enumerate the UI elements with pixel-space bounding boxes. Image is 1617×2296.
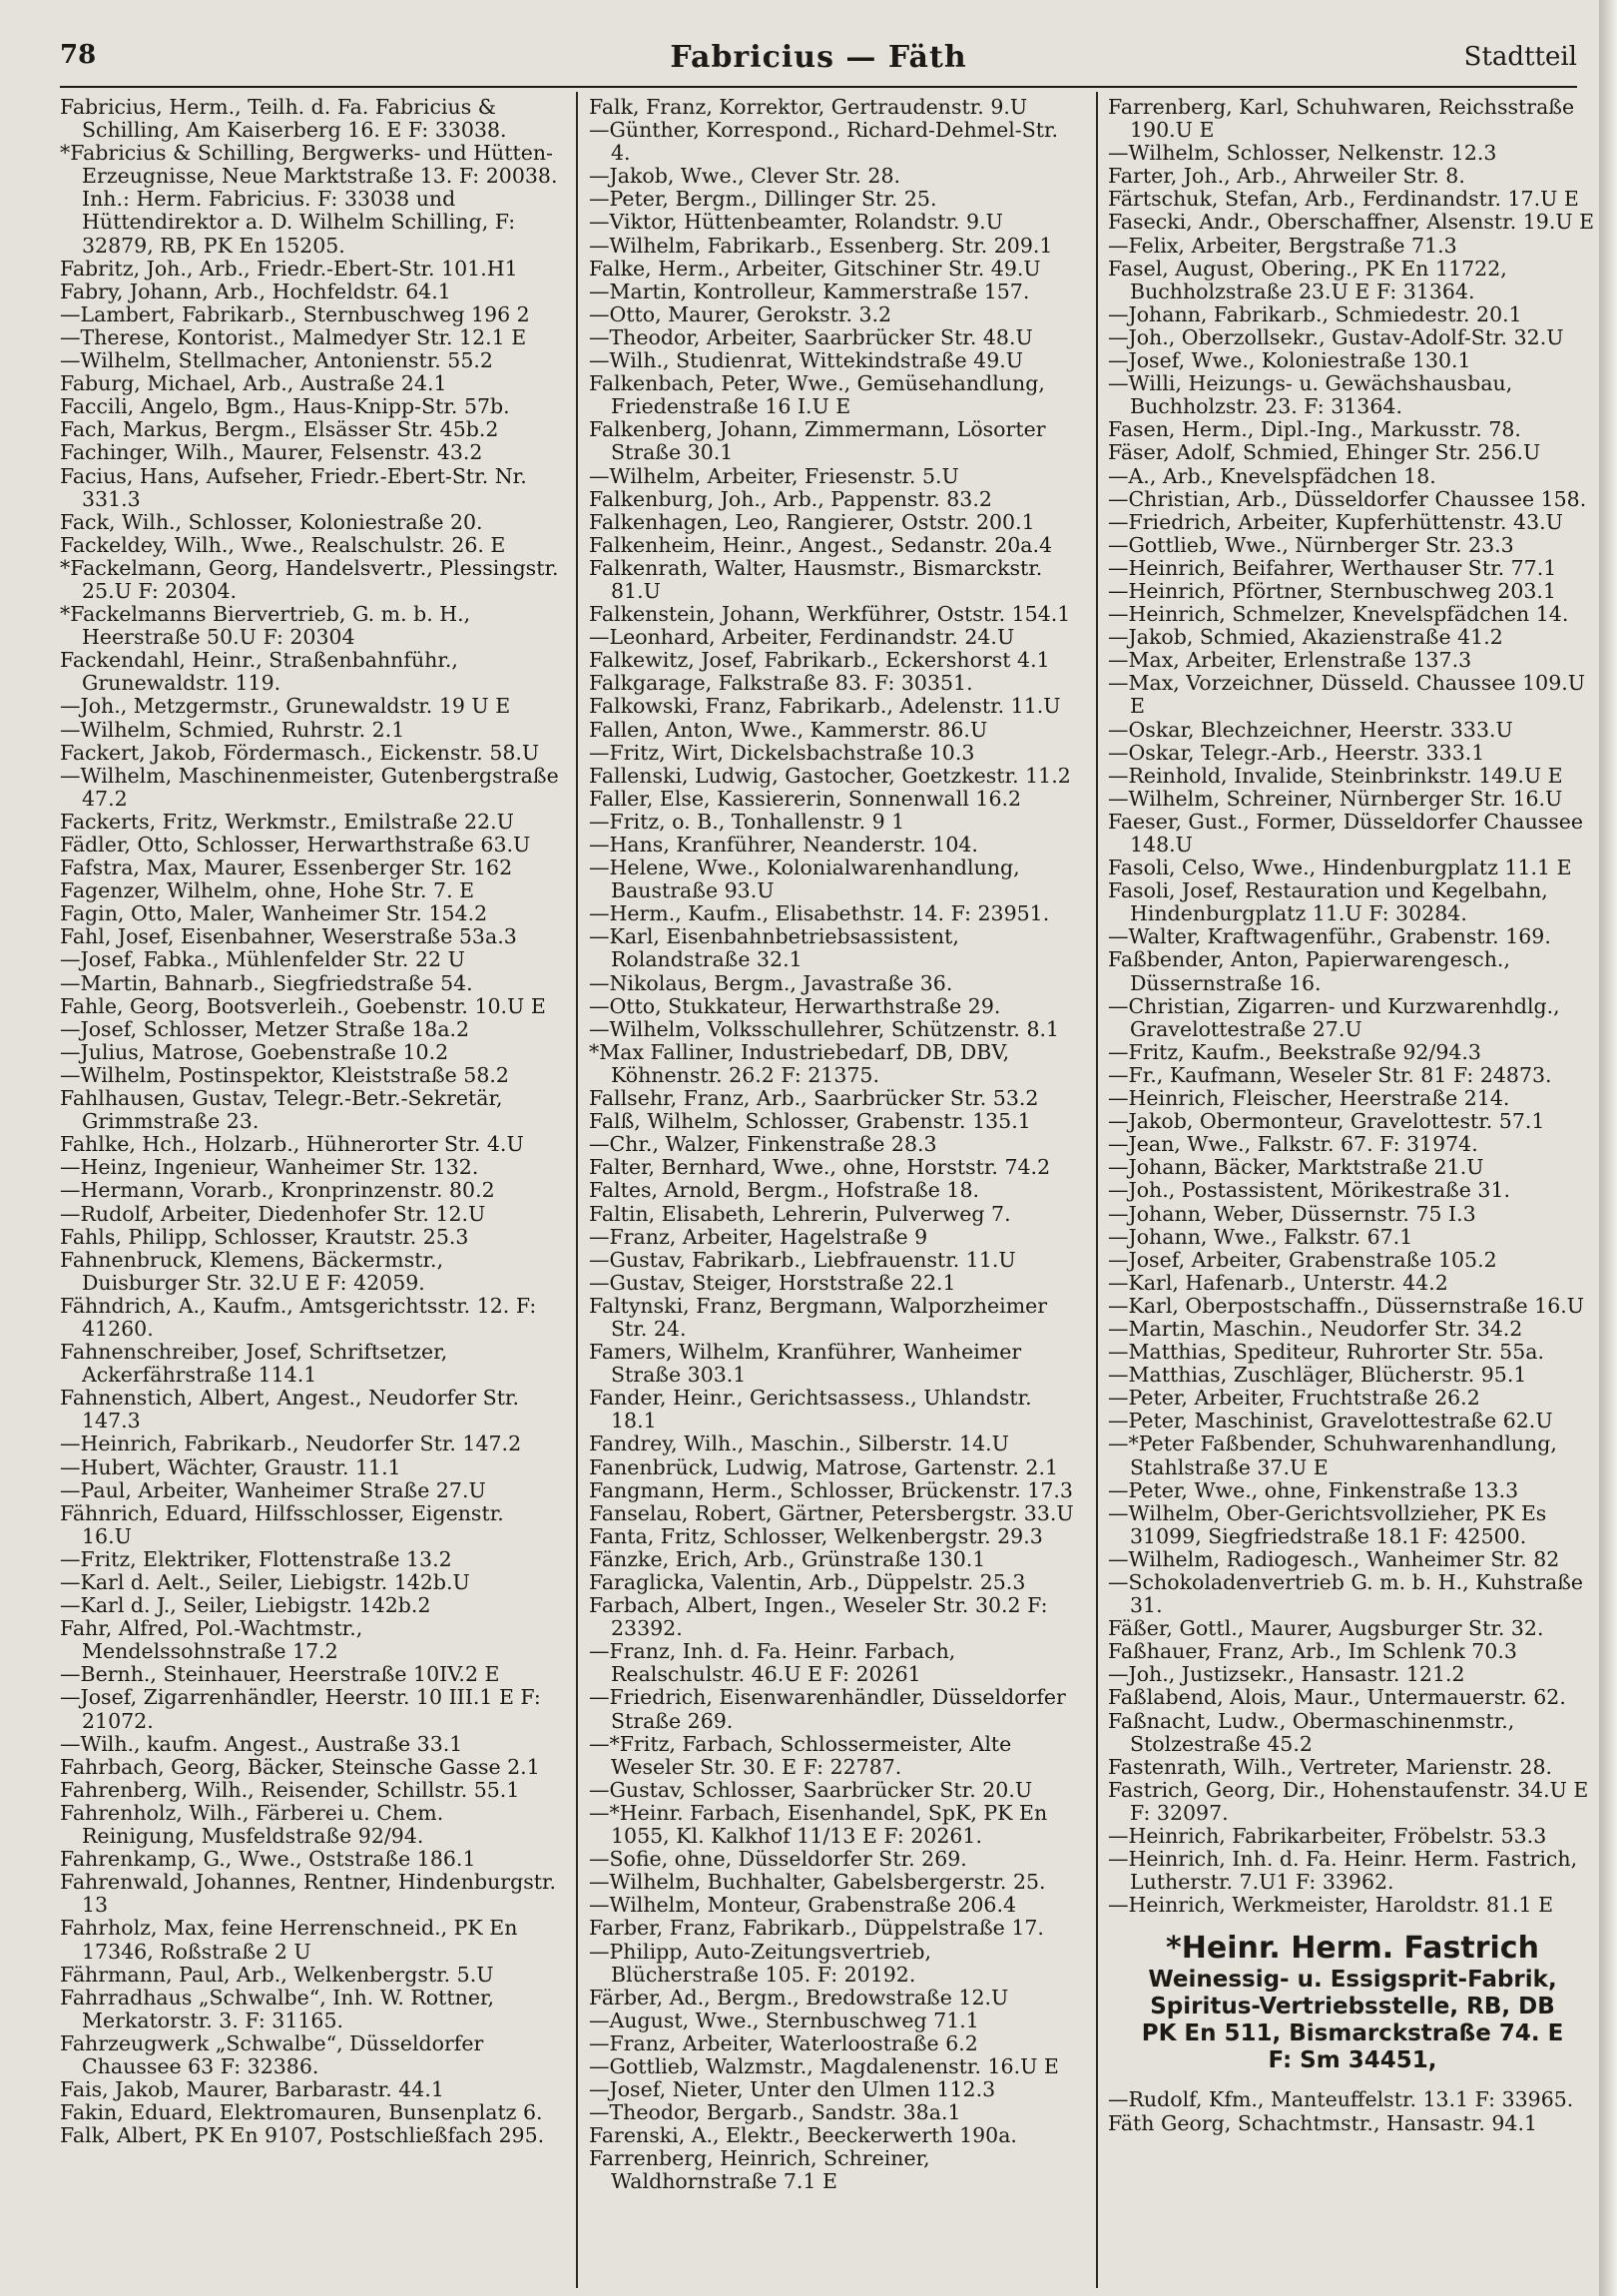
directory-entry: —Chr., Walzer, Finkenstraße 28.3	[589, 1132, 937, 1157]
directory-entry: Faltes, Arnold, Bergm., Hofstraße 18.	[589, 1178, 980, 1203]
directory-entry: —Wilhelm, Radiogesch., Wanheimer Str. 82	[1108, 1546, 1560, 1571]
directory-entry: Faßbender, Anton, Papierwarengesch., Düssernstraße 16.	[1108, 947, 1510, 995]
advert-line: Spiritus-Vertriebsstelle, RB, DB	[1150, 1994, 1555, 2020]
directory-entry: Fakin, Eduard, Elektromauren, Bunsenplatz 6.	[60, 2100, 543, 2125]
directory-entry: —August, Wwe., Sternbuschweg 71.1	[589, 2008, 979, 2032]
directory-entry: Fäßer, Gottl., Maurer, Augsburger Str. 32.	[1108, 1616, 1544, 1641]
directory-entry: Faburg, Michael, Arb., Austraße 24.1	[60, 371, 447, 396]
directory-entry: Fais, Jakob, Maurer, Barbarastr. 44.1	[60, 2077, 444, 2102]
directory-entry: —Franz, Inh. d. Fa. Heinr. Farbach, Realschulstr. 46.U E F: 20261	[589, 1639, 956, 1687]
directory-entry: Fäser, Adolf, Schmied, Ehinger Str. 256.U	[1108, 440, 1541, 465]
directory-entry: —Johann, Fabrikarb., Schmiedestr. 20.1	[1108, 301, 1522, 326]
directory-entry: —Christian, Arb., Düsseldorfer Chaussee 158.	[1108, 486, 1587, 511]
directory-entry: Fafstra, Max, Maurer, Essenberger Str. 162	[60, 856, 513, 880]
directory-entry: *Fackelmanns Biervertrieb, G. m. b. H., Heerstraße 50.U F: 20304	[60, 602, 471, 650]
directory-entry: —Christian, Zigarren- und Kurzwarenhdlg., Gravelottestraße 27.U	[1108, 993, 1560, 1041]
page-number: 78	[60, 40, 97, 70]
directory-entry: Falke, Herm., Arbeiter, Gitschiner Str. 49.U	[589, 256, 1041, 281]
directory-entry: —Fritz, o. B., Tonhallenstr. 9 1	[589, 809, 905, 834]
directory-entry: —Gustav, Steiger, Horststraße 22.1	[589, 1270, 956, 1295]
directory-entry: —Peter, Maschinist, Gravelottestraße 62.U	[1108, 1409, 1553, 1434]
directory-entry: —Jakob, Obermonteur, Gravelottestr. 57.1	[1108, 1109, 1545, 1134]
directory-entry: —Wilhelm, Monteur, Grabenstraße 206.4	[589, 1893, 1017, 1918]
directory-entry: Faller, Else, Kassiererin, Sonnenwall 16.2	[589, 786, 1022, 811]
directory-entry: *Fackelmann, Georg, Handelsvertr., Plessingstr. 25.U F: 20304.	[60, 555, 559, 603]
directory-entry: —Martin, Kontrolleur, Kammerstraße 157.	[589, 279, 1030, 303]
directory-entry: Falß, Wilhelm, Schlosser, Grabenstr. 135.1	[589, 1109, 1031, 1134]
directory-entry: —Oskar, Telegr.-Arb., Heerstr. 333.1	[1108, 740, 1485, 765]
directory-entry: —Josef, Arbeiter, Grabenstraße 105.2	[1108, 1247, 1497, 1272]
directory-entry: —Johann, Bäcker, Marktstraße 21.U	[1108, 1155, 1484, 1180]
directory-entry: —Therese, Kontorist., Malmedyer Str. 12.1 E	[60, 324, 527, 349]
directory-entry: —Schokoladenvertrieb G. m. b. H., Kuhstraße 31.	[1108, 1570, 1584, 1618]
directory-entry: —Joh., Oberzollsekr., Gustav-Adolf-Str. 32.U	[1108, 324, 1564, 349]
running-title: Fabricius — Fäth	[670, 40, 967, 75]
directory-entry: Fahrenberg, Wilh., Reisender, Schillstr. 55.1	[60, 1777, 520, 1802]
directory-entry: —Franz, Arbeiter, Hagelstraße 9	[589, 1224, 928, 1249]
directory-entry: —Viktor, Hüttenbeamter, Rolandstr. 9.U	[589, 210, 1003, 235]
directory-entry: Faeser, Gust., Former, Düsseldorfer Chaussee 148.U	[1108, 809, 1583, 857]
directory-entry: —*Heinr. Farbach, Eisenhandel, SpK, PK En 1055, Kl. Kalkhof 11/13 E F: 20261.	[589, 1800, 1048, 1849]
directory-entry: —Wilhelm, Schreiner, Nürnberger Str. 16.U	[1108, 786, 1563, 811]
directory-entry: —Wilhelm, Buchhalter, Gabelsbergerstr. 25.	[589, 1870, 1046, 1895]
directory-entry: Facius, Hans, Aufseher, Friedr.-Ebert-Str. Nr. 331.3	[60, 463, 527, 511]
column-2	[589, 96, 1078, 2287]
directory-entry: —Fritz, Wirt, Dickelsbachstraße 10.3	[589, 740, 975, 765]
directory-entry: Falkowski, Franz, Fabrikarb., Adelenstr. 11.U	[589, 694, 1061, 719]
directory-entry: —Johann, Weber, Düssernstr. 75 I.3	[1108, 1201, 1476, 1226]
directory-entry: —Friedrich, Arbeiter, Kupferhüttenstr. 43.U	[1108, 509, 1563, 534]
directory-entry: Fagenzer, Wilhelm, ohne, Hohe Str. 7. E	[60, 878, 475, 903]
directory-entry: —Martin, Maschin., Neudorfer Str. 34.2	[1108, 1316, 1523, 1341]
directory-entry: —Josef, Wwe., Koloniestraße 130.1	[1108, 348, 1471, 373]
directory-entry: —Karl d. Aelt., Seiler, Liebigstr. 142b.U	[60, 1570, 470, 1594]
directory-entry: —Heinrich, Werkmeister, Haroldstr. 81.1 E	[1108, 1893, 1554, 1918]
directory-entry: Faßnacht, Ludw., Obermaschinenmstr., Stolzestraße 45.2	[1108, 1708, 1515, 1756]
directory-entry: —Joh., Justizsekr., Hansastr. 121.2	[1108, 1662, 1465, 1687]
directory-entry: Falkenrath, Walter, Hausmstr., Bismarckstr. 81.U	[589, 555, 1043, 603]
directory-entry: —Matthias, Spediteur, Ruhrorter Str. 55a.	[1108, 1340, 1545, 1365]
directory-entry: —Heinrich, Schmelzer, Knevelspfädchen 14.	[1108, 602, 1569, 627]
directory-entry: —Peter, Arbeiter, Fruchtstraße 26.2	[1108, 1386, 1480, 1411]
directory-entry: Fahrenwald, Johannes, Rentner, Hindenburgstr. 13	[60, 1870, 557, 1918]
directory-entry: Fahl, Josef, Eisenbahner, Weserstraße 53a.3	[60, 924, 517, 949]
directory-entry: Faraglicka, Valentin, Arb., Düppelstr. 25.3	[589, 1570, 1026, 1594]
column-3-tail-entries	[1108, 2088, 1597, 2134]
directory-entry: Fähndrich, A., Kaufm., Amtsgerichtsstr. 12. F: 41260.	[60, 1293, 537, 1341]
directory-entry: Falkgarage, Falkstraße 83. F: 30351.	[589, 671, 973, 696]
directory-entry: —Karl, Oberpostschaffn., Düssernstraße 16.U	[1108, 1293, 1585, 1318]
directory-entry: —Martin, Bahnarb., Siegfriedstraße 54.	[60, 970, 473, 995]
advert-title: *Heinr. Herm. Fastrich	[1166, 1931, 1539, 1967]
directory-entry: —Walter, Kraftwagenführ., Grabenstr. 169.	[1108, 924, 1551, 949]
directory-entry: Fallsehr, Franz, Arb., Saarbrücker Str. 53.2	[589, 1086, 1039, 1111]
directory-entry: —Friedrich, Eisenwarenhändler, Düsseldorfer Straße 269.	[589, 1685, 1066, 1733]
directory-entry: Fäth Georg, Schachtmstr., Hansastr. 94.1	[1108, 2110, 1538, 2135]
column-3	[1108, 96, 1597, 2287]
directory-entry: Farbach, Albert, Ingen., Weseler Str. 30.2 F: 23392.	[589, 1593, 1048, 1641]
directory-entry: —Otto, Maurer, Gerokstr. 3.2	[589, 301, 892, 326]
directory-entry: Fangmann, Herm., Schlosser, Brückenstr. 17.3	[589, 1477, 1073, 1502]
directory-entry: Fahnenschreiber, Josef, Schriftsetzer, Ackerfährstraße 114.1	[60, 1340, 448, 1388]
directory-entry: Fallenski, Ludwig, Gastocher, Goetzkestr. 11.2	[589, 763, 1071, 788]
directory-entry: —Philipp, Auto-Zeitungsvertrieb, Blücherstraße 105. F: 20192.	[589, 1939, 932, 1987]
directory-entry: —Rudolf, Kfm., Manteuffelstr. 13.1 F: 33965.	[1108, 2087, 1574, 2112]
directory-entry: —Leonhard, Arbeiter, Ferdinandstr. 24.U	[589, 625, 1015, 650]
directory-entry: —Paul, Arbeiter, Wanheimer Straße 27.U	[60, 1477, 486, 1502]
directory-entry: Fahrzeugwerk „Schwalbe“, Düsseldorfer Chaussee 63 F: 32386.	[60, 2030, 484, 2078]
directory-entry: Fackerts, Fritz, Werkmstr., Emilstraße 22.U	[60, 809, 514, 834]
directory-entry: Faltin, Elisabeth, Lehrerin, Pulverweg 7.	[589, 1201, 1011, 1226]
directory-entry: Falkenburg, Joh., Arb., Pappenstr. 83.2	[589, 486, 992, 511]
directory-entry: —Gustav, Fabrikarb., Liebfrauenstr. 11.U	[589, 1247, 1016, 1272]
directory-entry: Fahnenstich, Albert, Angest., Neudorfer Str. 147.3	[60, 1386, 519, 1434]
directory-entry: —Hubert, Wächter, Graustr. 11.1	[60, 1454, 401, 1479]
directory-entry: Fädler, Otto, Schlosser, Herwarthstraße 63.U	[60, 833, 531, 857]
directory-entry: —Theodor, Arbeiter, Saarbrücker Str. 48.U	[589, 324, 1033, 349]
directory-entry: —Heinrich, Inh. d. Fa. Heinr. Herm. Fastrich, Lutherstr. 7.U1 F: 33962.	[1108, 1847, 1578, 1895]
directory-entry: —Joh., Postassistent, Mörikestraße 31.	[1108, 1178, 1511, 1203]
directory-entry: —Peter, Bergm., Dillinger Str. 25.	[589, 187, 937, 212]
column-1	[60, 96, 559, 2287]
directory-entry: Fabricius, Herm., Teilh. d. Fa. Fabricius & Schilling, Am Kaiserberg 16. E F: 33038.	[60, 96, 507, 143]
directory-entry: Falkenberg, Johann, Zimmermann, Lösorter Straße 30.1	[589, 417, 1046, 465]
section-label: Stadtteil	[1463, 42, 1577, 72]
directory-entry: Fanselau, Robert, Gärtner, Petersbergstr. 33.U	[589, 1500, 1074, 1525]
directory-entry: —Hans, Kranführer, Neanderstr. 104.	[589, 833, 978, 857]
directory-entry: —Heinrich, Fabrikarb., Neudorfer Str. 147.2	[60, 1432, 522, 1456]
directory-entry: —Wilhelm, Postinspektor, Kleiststraße 58.2	[60, 1062, 509, 1087]
directory-entry: *Max Falliner, Industriebedarf, DB, DBV, Köhnenstr. 26.2 F: 21375.	[589, 1039, 1010, 1087]
directory-entry: Fahrenkamp, G., Wwe., Oststraße 186.1	[60, 1847, 476, 1872]
directory-entry: —Heinz, Ingenieur, Wanheimer Str. 132.	[60, 1155, 479, 1180]
directory-entry: —Joh., Metzgermstr., Grunewaldstr. 19 U E	[60, 694, 511, 719]
directory-entry: Fasoli, Josef, Restauration und Kegelbahn, Hindenburgplatz 11.U F: 30284.	[1108, 878, 1548, 926]
directory-entry: —Wilhelm, Schmied, Ruhrstr. 2.1	[60, 717, 405, 742]
directory-entry: —Fr., Kaufmann, Weseler Str. 81 F: 24873.	[1108, 1062, 1552, 1087]
directory-entry: —Heinrich, Fabrikarbeiter, Fröbelstr. 53.3	[1108, 1824, 1547, 1849]
directory-entry: Fänzke, Erich, Arb., Grünstraße 130.1	[589, 1546, 986, 1571]
directory-entry: —Wilhelm, Stellmacher, Antonienstr. 55.2	[60, 348, 493, 373]
page-header	[60, 34, 1577, 88]
directory-entry: *Fabricius & Schilling, Bergwerks- und Hütten-Erzeugnisse, Neue Marktstraße 13. F: 20038. Inh.: Herm. Fabricius. F: 33038 und Hüttendirektor a. D. Wilhelm Schilling, F: 32879, RB, PK En 15205.	[60, 141, 558, 258]
directory-entry: —Gottlieb, Walzmstr., Magdalenenstr. 16.U E	[589, 2053, 1059, 2078]
directory-entry: —Josef, Fabka., Mühlenfelder Str. 22 U	[60, 947, 465, 972]
advert-line: PK En 511, Bismarckstraße 74. E	[1141, 2020, 1564, 2047]
directory-entry: —Peter, Wwe., ohne, Finkenstraße 13.3	[1108, 1477, 1519, 1502]
directory-entry: —Felix, Arbeiter, Bergstraße 71.3	[1108, 233, 1457, 258]
directory-entry: —Jean, Wwe., Falkstr. 67. F: 31974.	[1108, 1132, 1478, 1157]
directory-entry: —Herm., Kaufm., Elisabethstr. 14. F: 23951.	[589, 901, 1050, 926]
directory-entry: —Hermann, Vorarb., Kronprinzenstr. 80.2	[60, 1178, 495, 1203]
directory-entry: Fackert, Jakob, Fördermasch., Eickenstr. 58.U	[60, 740, 540, 765]
directory-entry: Farenski, A., Elektr., Beeckerwerth 190a.	[589, 2123, 1017, 2148]
directory-entry: —Wilh., Studienrat, Wittekindstraße 49.U	[589, 348, 1024, 373]
directory-entry: Fasen, Herm., Dipl.-Ing., Markusstr. 78.	[1108, 417, 1521, 442]
directory-entry: Faltynski, Franz, Bergmann, Walporzheimer Str. 24.	[589, 1293, 1048, 1341]
directory-entry: Fabritz, Joh., Arb., Friedr.-Ebert-Str. 101.H1	[60, 256, 518, 281]
directory-entry: —Willi, Heizungs- u. Gewächshausbau, Buchholzstr. 23. F: 31364.	[1108, 371, 1513, 419]
directory-entry: —Wilhelm, Fabrikarb., Essenberg. Str. 209.1	[589, 233, 1053, 258]
directory-entry: Falkewitz, Josef, Fabrikarb., Eckershorst 4.1	[589, 648, 1050, 673]
directory-entry: —Matthias, Zuschläger, Blücherstr. 95.1	[1108, 1363, 1527, 1388]
directory-entry: —Max, Vorzeichner, Düsseld. Chaussee 109.U E	[1108, 671, 1586, 719]
directory-entry: Fahrradhaus „Schwalbe“, Inh. W. Rottner, Merkatorstr. 3. F: 31165.	[60, 1985, 495, 2032]
directory-entry: —Helene, Wwe., Kolonialwarenhandlung, Baustraße 93.U	[589, 856, 1020, 903]
directory-entry: Fagin, Otto, Maler, Wanheimer Str. 154.2	[60, 901, 488, 926]
advert-line: F: Sm 34451,	[1268, 2047, 1437, 2074]
directory-entry: —Otto, Stukkateur, Herwarthstraße 29.	[589, 993, 1001, 1018]
directory-entry: —Heinrich, Beifahrer, Werthauser Str. 77.1	[1108, 555, 1557, 580]
directory-entry: —Nikolaus, Bergm., Javastraße 36.	[589, 970, 953, 995]
directory-entry: Fahlke, Hch., Holzarb., Hühnerorter Str. 4.U	[60, 1132, 524, 1157]
directory-entry: Färber, Ad., Bergm., Bredowstraße 12.U	[589, 1985, 1009, 2009]
directory-entry: Fabry, Johann, Arb., Hochfeldstr. 64.1	[60, 279, 451, 303]
directory-entry: Falkenbach, Peter, Wwe., Gemüsehandlung, Friedenstraße 16 I.U E	[589, 371, 1045, 419]
directory-entry: —Josef, Zigarrenhändler, Heerstr. 10 III.1 E F: 21072.	[60, 1685, 541, 1733]
directory-entry: —Wilhelm, Schlosser, Nelkenstr. 12.3	[1108, 141, 1497, 166]
directory-entry: —Wilhelm, Volksschullehrer, Schützenstr. 8.1	[589, 1016, 1060, 1041]
directory-entry: —*Peter Faßbender, Schuhwarenhandlung, Stahlstraße 37.U E	[1108, 1432, 1557, 1479]
directory-entry: —Reinhold, Invalide, Steinbrinkstr. 149.U E	[1108, 763, 1563, 788]
directory-entry: —Wilhelm, Ober-Gerichtsvollzieher, PK Es 31099, Siegfriedstraße 18.1 F: 42500.	[1108, 1500, 1547, 1548]
directory-entry: Faccili, Angelo, Bgm., Haus-Knipp-Str. 57b.	[60, 394, 510, 419]
directory-entry: —Bernh., Steinhauer, Heerstraße 10IV.2 E	[60, 1662, 500, 1687]
directory-entry: Fanenbrück, Ludwig, Matrose, Gartenstr. 2.1	[589, 1454, 1059, 1479]
directory-entry: —Heinrich, Pförtner, Sternbuschweg 203.1	[1108, 578, 1556, 603]
directory-entry: —Sofie, ohne, Düsseldorfer Str. 269.	[589, 1847, 967, 1872]
directory-entry: Färtschuk, Stefan, Arb., Ferdinandstr. 17.U E	[1108, 187, 1579, 212]
directory-entry: —Karl d. J., Seiler, Liebigstr. 142b.2	[60, 1593, 431, 1618]
directory-entry: Falkenhagen, Leo, Rangierer, Oststr. 200.1	[589, 509, 1035, 534]
directory-entry: —Wilhelm, Maschinenmeister, Gutenbergstraße 47.2	[60, 763, 559, 811]
directory-entry: Falkenheim, Heinr., Angest., Sedanstr. 20a.4	[589, 532, 1053, 557]
directory-entry: Faßlabend, Alois, Maur., Untermauerstr. 62.	[1108, 1685, 1566, 1710]
directory-entry: —Jakob, Wwe., Clever Str. 28.	[589, 164, 901, 189]
directory-entry: —Wilh., kaufm. Angest., Austraße 33.1	[60, 1731, 463, 1756]
directory-entry: Falter, Bernhard, Wwe., ohne, Horststr. 74.2	[589, 1155, 1051, 1180]
advert-line: Weinessig- u. Essigsprit-Fabrik,	[1148, 1967, 1557, 1994]
directory-entry: Falk, Franz, Korrektor, Gertraudenstr. 9.U	[589, 96, 1028, 119]
directory-entry: Fahlhausen, Gustav, Telegr.-Betr.-Sekretär, Grimmstraße 23.	[60, 1086, 503, 1134]
directory-entry: Fasel, August, Obering., PK En 11722, Buchholzstraße 23.U E F: 31364.	[1108, 256, 1507, 303]
directory-entry: Famers, Wilhelm, Kranführer, Wanheimer Straße 303.1	[589, 1340, 1022, 1388]
directory-entry: Fachinger, Wilh., Maurer, Felsenstr. 43.2	[60, 440, 483, 465]
directory-entry: Fackendahl, Heinr., Straßenbahnführ., Grunewaldstr. 119.	[60, 648, 458, 696]
directory-entry: Fasecki, Andr., Oberschaffner, Alsenstr. 19.U E	[1108, 210, 1595, 235]
directory-entry: Fander, Heinr., Gerichtsassess., Uhlandstr. 18.1	[589, 1386, 1032, 1434]
directory-entry: Fastrich, Georg, Dir., Hohenstaufenstr. 34.U E F: 32097.	[1108, 1777, 1589, 1825]
directory-entry: Fallen, Anton, Wwe., Kammerstr. 86.U	[589, 717, 988, 742]
column-divider-1	[576, 92, 578, 2288]
directory-entry: —Jakob, Schmied, Akazienstraße 41.2	[1108, 625, 1503, 650]
directory-entry: Fasoli, Celso, Wwe., Hindenburgplatz 11.1 E	[1108, 856, 1572, 880]
directory-entry: —Franz, Arbeiter, Waterloostraße 6.2	[589, 2030, 978, 2055]
directory-entry: —Max, Arbeiter, Erlenstraße 137.3	[1108, 648, 1472, 673]
directory-entry: Fahrbach, Georg, Bäcker, Steinsche Gasse 2.1	[60, 1754, 540, 1779]
directory-entry: Fanta, Fritz, Schlosser, Welkenbergstr. 29.3	[589, 1523, 1043, 1548]
directory-entry: —Johann, Wwe., Falkstr. 67.1	[1108, 1224, 1413, 1249]
directory-entry: —*Fritz, Farbach, Schlossermeister, Alte Weseler Str. 30. E F: 22787.	[589, 1731, 1012, 1779]
directory-entry: —Heinrich, Fleischer, Heerstraße 214.	[1108, 1086, 1510, 1111]
directory-entry: —Günther, Korrespond., Richard-Dehmel-Str. 4.	[589, 118, 1059, 166]
directory-entry: Fastenrath, Wilh., Vertreter, Marienstr. 28.	[1108, 1754, 1553, 1779]
directory-entry: —Oskar, Blechzeichner, Heerstr. 333.U	[1108, 717, 1513, 742]
directory-entry: Fahrenholz, Wilh., Färberei u. Chem. Reinigung, Musfeldstraße 92/94.	[60, 1800, 444, 1849]
directory-entry: Fack, Wilh., Schlosser, Koloniestraße 20.	[60, 509, 483, 534]
directory-entry: Fahle, Georg, Bootsverleih., Goebenstr. 10.U E	[60, 993, 546, 1018]
directory-entry: —Gottlieb, Wwe., Nürnberger Str. 23.3	[1108, 532, 1514, 557]
directory-entry: Fährmann, Paul, Arb., Welkenbergstr. 5.U	[60, 1962, 494, 1987]
directory-entry: —Fritz, Elektriker, Flottenstraße 13.2	[60, 1546, 452, 1571]
directory-entry: Farrenberg, Karl, Schuhwaren, Reichsstraße 190.U E	[1108, 96, 1575, 143]
directory-entry: Falkenstein, Johann, Werkführer, Oststr. 154.1	[589, 602, 1071, 627]
fastrich-advertisement	[1108, 1931, 1597, 2074]
directory-entry: Fahls, Philipp, Schlosser, Krautstr. 25.3	[60, 1224, 469, 1249]
directory-entry: Fahnenbruck, Klemens, Bäckermstr., Duisburger Str. 32.U E F: 42059.	[60, 1247, 444, 1295]
directory-entry: —Karl, Hafenarb., Unterstr. 44.2	[1108, 1270, 1448, 1295]
directory-entry: Falk, Albert, PK En 9107, Postschließfach 295.	[60, 2123, 545, 2148]
directory-entry: —Theodor, Bergarb., Sandstr. 38a.1	[589, 2100, 961, 2125]
directory-entry: Farber, Franz, Fabrikarb., Düppelstraße 17.	[589, 1916, 1044, 1941]
page-edge	[1599, 0, 1617, 2296]
directory-entry: Fähnrich, Eduard, Hilfsschlosser, Eigenstr. 16.U	[60, 1500, 504, 1548]
directory-entry: Fackeldey, Wilh., Wwe., Realschulstr. 26. E	[60, 532, 506, 557]
directory-entry: Fahrholz, Max, feine Herrenschneid., PK En 17346, Roßstraße 2 U	[60, 1916, 518, 1964]
directory-entry: —Rudolf, Arbeiter, Diedenhofer Str. 12.U	[60, 1201, 486, 1226]
directory-entry: —Fritz, Kaufm., Beekstraße 92/94.3	[1108, 1039, 1481, 1064]
directory-entry: Farrenberg, Heinrich, Schreiner, Waldhornstraße 7.1 E	[589, 2146, 930, 2194]
directory-entry: —Josef, Schlosser, Metzer Straße 18a.2	[60, 1016, 470, 1041]
directory-entry: —Karl, Eisenbahnbetriebsassistent, Rolandstraße 32.1	[589, 924, 959, 972]
directory-entry: Fahr, Alfred, Pol.-Wachtmstr., Mendelssohnstraße 17.2	[60, 1616, 363, 1664]
directory-entry: —Julius, Matrose, Goebenstraße 10.2	[60, 1039, 449, 1064]
column-3-entries	[1108, 96, 1597, 1917]
directory-entry: —Josef, Nieter, Unter den Ulmen 112.3	[589, 2077, 996, 2102]
directory-entry: Fach, Markus, Bergm., Elsässer Str. 45b.2	[60, 417, 499, 442]
directory-entry: —Wilhelm, Arbeiter, Friesenstr. 5.U	[589, 463, 959, 488]
directory-entry: Faßhauer, Franz, Arb., Im Schlenk 70.3	[1108, 1639, 1517, 1664]
directory-entry: —Lambert, Fabrikarb., Sternbuschweg 196 2	[60, 301, 530, 326]
directory-entry: Fandrey, Wilh., Maschin., Silberstr. 14.U	[589, 1432, 1009, 1456]
directory-entry: —A., Arb., Knevelspfädchen 18.	[1108, 463, 1436, 488]
column-divider-2	[1096, 92, 1098, 2288]
directory-entry: —Gustav, Schlosser, Saarbrücker Str. 20.U	[589, 1777, 1033, 1802]
directory-entry: Farter, Joh., Arb., Ahrweiler Str. 8.	[1108, 164, 1465, 189]
